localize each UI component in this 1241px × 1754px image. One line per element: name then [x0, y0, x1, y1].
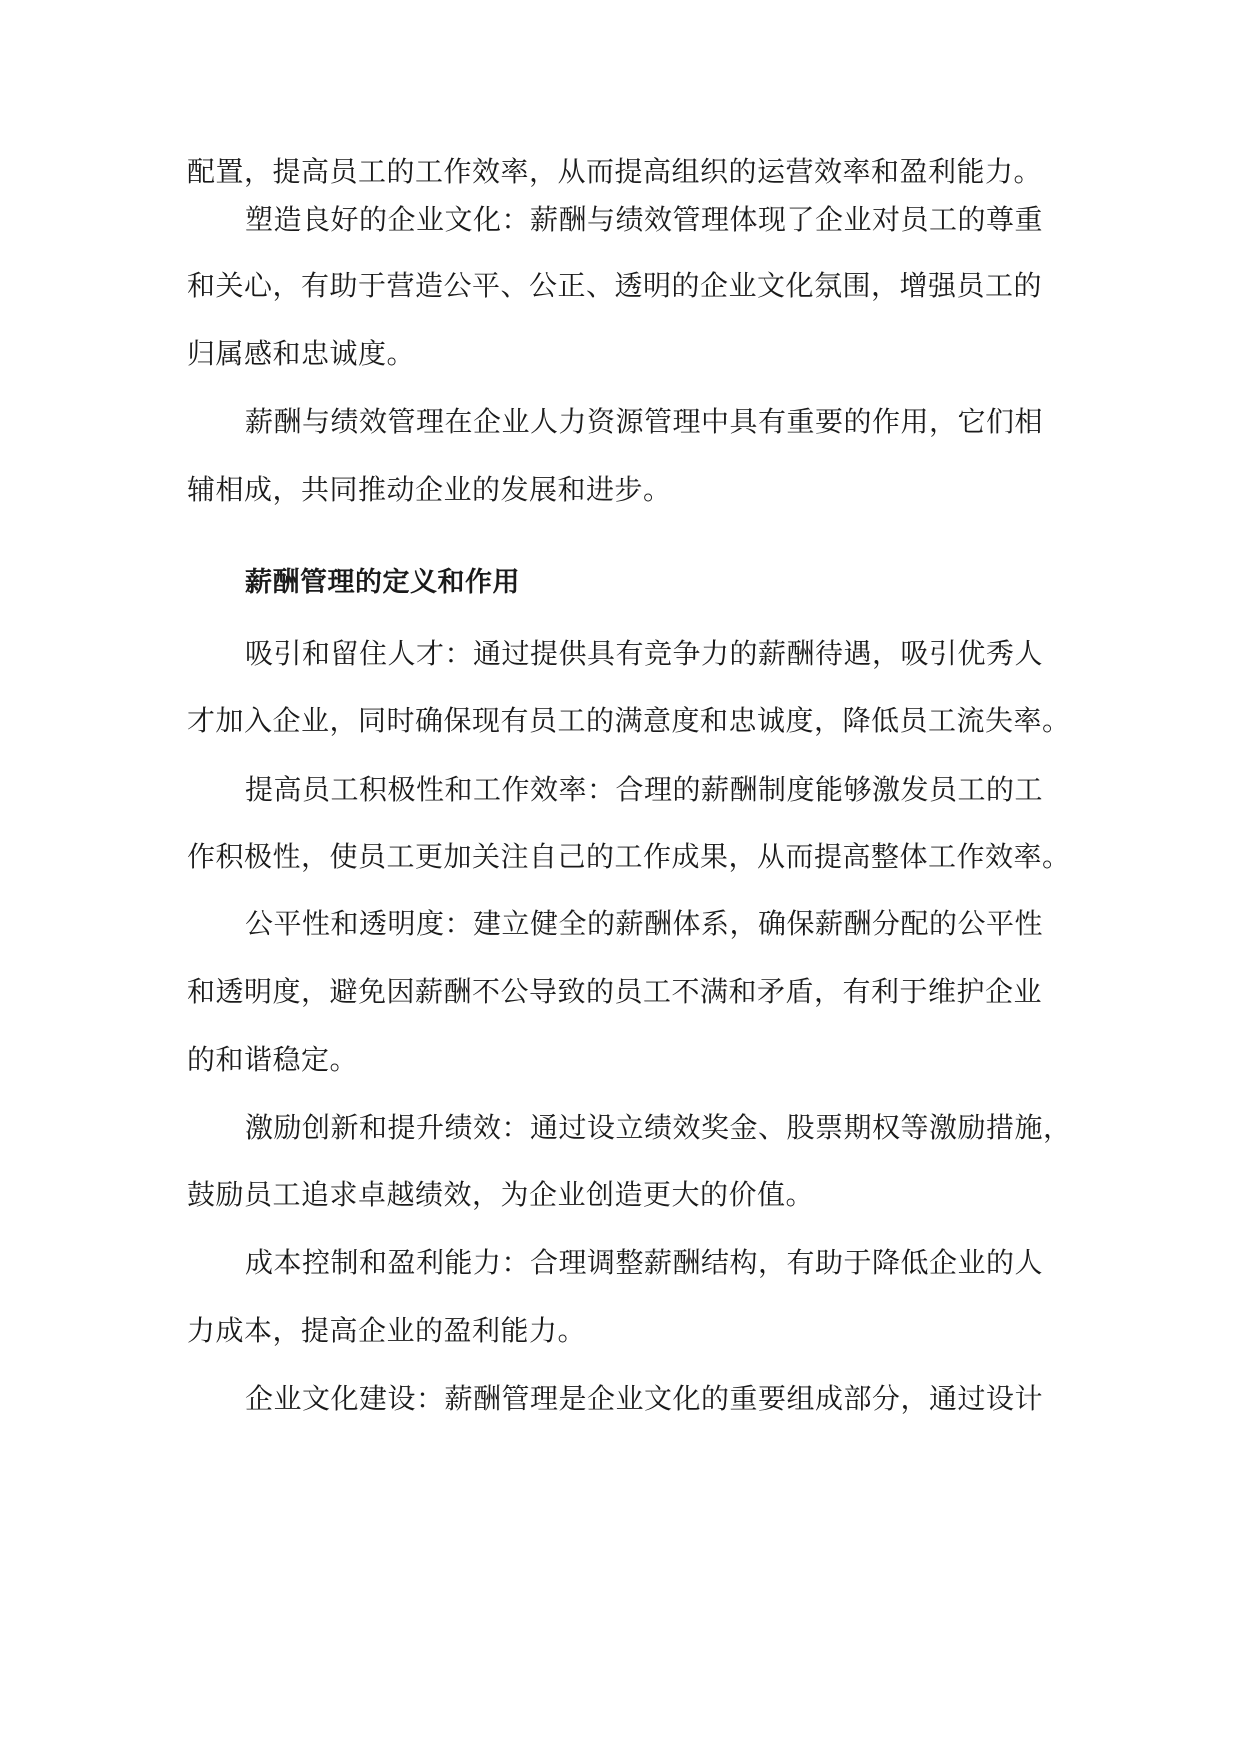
paragraph-line: 成本控制和盈利能力：合理调整薪酬结构，有助于降低企业的人: [245, 1246, 1044, 1279]
paragraph-line: 薪酬与绩效管理在企业人力资源管理中具有重要的作用，它们相: [245, 405, 1044, 438]
paragraph-line: 吸引和留住人才：通过提供具有竞争力的薪酬待遇，吸引优秀人: [245, 637, 1044, 670]
paragraph-line: 提高员工积极性和工作效率：合理的薪酬制度能够激发员工的工: [245, 773, 1044, 806]
paragraph-line: 企业文化建设：薪酬管理是企业文化的重要组成部分，通过设计: [245, 1382, 1044, 1415]
section-heading: 薪酬管理的定义和作用: [245, 567, 520, 598]
paragraph-line: 力成本，提高企业的盈利能力。: [187, 1314, 587, 1347]
paragraph-line: 和关心，有助于营造公平、公正、透明的企业文化氛围，增强员工的: [187, 269, 1043, 302]
paragraph-line: 才加入企业，同时确保现有员工的满意度和忠诚度，降低员工流失率。: [187, 704, 1071, 737]
paragraph-line: 塑造良好的企业文化：薪酬与绩效管理体现了企业对员工的尊重: [245, 203, 1044, 236]
paragraph-line: 鼓励员工追求卓越绩效，为企业创造更大的价值。: [187, 1178, 815, 1211]
paragraph-line: 归属感和忠诚度。: [187, 337, 416, 370]
paragraph-line: 配置，提高员工的工作效率，从而提高组织的运营效率和盈利能力。: [187, 155, 1043, 188]
paragraph-line: 激励创新和提升绩效：通过设立绩效奖金、股票期权等激励措施，: [245, 1111, 1072, 1144]
paragraph-line: 作积极性，使员工更加关注自己的工作成果，从而提高整体工作效率。: [187, 840, 1071, 873]
paragraph-line: 辅相成，共同推动企业的发展和进步。: [187, 473, 672, 506]
paragraph-line: 的和谐稳定。: [187, 1043, 359, 1076]
paragraph-line: 和透明度，避免因薪酬不公导致的员工不满和矛盾，有利于维护企业: [187, 975, 1043, 1008]
paragraph-line: 公平性和透明度：建立健全的薪酬体系，确保薪酬分配的公平性: [245, 907, 1044, 940]
